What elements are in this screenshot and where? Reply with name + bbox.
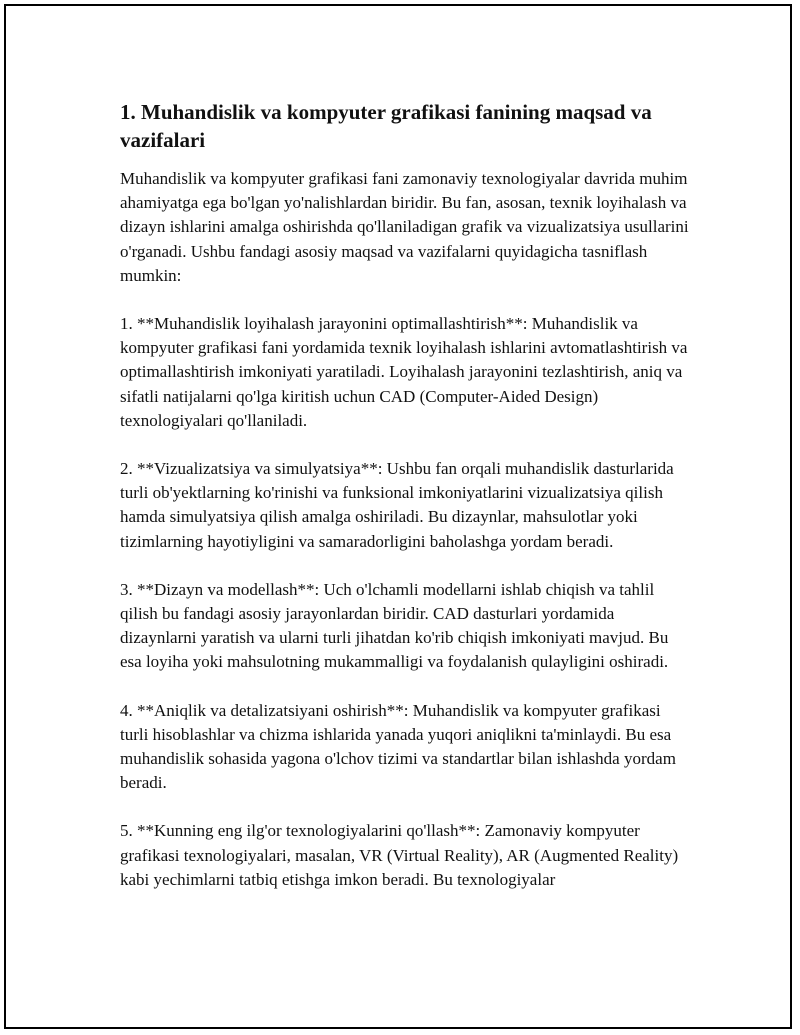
paragraph-item-4: 4. **Aniqlik va detalizatsiyani oshirish**: Muhandislik va kompyuter grafikasi turli hisoblashlar va chizma ishlarida yanada yuqori aniqlikni ta'minlaydi. Bu esa muhandislik sohasida yagona o'lchov tizimi va standartlar bilan ishlashda yordam beradi. xyxy=(120,700,676,793)
paragraph-item-2: 2. **Vizualizatsiya va simulyatsiya**: Ushbu fan orqali muhandislik dasturlarida turli ob'yektlarning ko'rinishi va funksional imkoniyatlarini vizualizatsiya qilish hamda simulyatsiya qilish amalga oshiriladi. Bu dizaynlar, mahsulotlar yoki tizimlarning hayotiyligini va samaradorligini baholashga yordam beradi. xyxy=(120,459,674,551)
paragraph-item-1: 1. **Muhandislik loyihalash jarayonini optimallashtirish**: Muhandislik va kompyuter grafikasi fani yordamida texnik loyihalash ishlarini avtomatlashtirish va optimallashtirish imkoniyati yaratiladi. Loyihalash jarayonini tezlashtirish, aniq va sifatli natijalarni qo'lga kiritish uchun CAD (Computer-Aided Design) texnologiyalari qo'llaniladi. xyxy=(120,314,688,430)
paragraph-item-3: 3. **Dizayn va modellash**: Uch o'lchamli modellarni ishlab chiqish va tahlil qilish bu fandagi asosiy jarayonlardan biridir. CAD dasturlari yordamida dizaynlarni yaratish va ularni turli jihatdan ko'rib chiqish imkoniyati mavjud. Bu esa loyiha yoki mahsulotning mukammalligi va foydalanish qulayligini oshiradi. xyxy=(120,579,669,672)
paragraph-item-5: 5. **Kunning eng ilg'or texnologiyalarini qo'llash**: Zamonaviy kompyuter grafikasi texnologiyalari, masalan, VR (Virtual Reality), AR (Augmented Reality) kabi yechimlarni tatbiq etishga imkon beradi. Bu texnologiyalar xyxy=(120,821,679,889)
document-page xyxy=(4,4,792,1029)
intro-paragraph: Muhandislik va kompyuter grafikasi fani zamonaviy texnologiyalar davrida muhim ahamiyatga ega bo'lgan yo'nalishlardan biridir. Bu fan, asosan, texnik loyihalash va dizayn ishlarini amalga oshirishda qo'llaniladigan grafik va vizualizatsiya usullarini o'rganadi. Ushbu fandagi asosiy maqsad va vazifalarni quyidagicha tasniflash mumkin: xyxy=(120,169,689,285)
section-title: 1. Muhandislik va kompyuter grafikasi fanining maqsad va vazifalari xyxy=(120,100,652,152)
document-content xyxy=(120,98,692,916)
